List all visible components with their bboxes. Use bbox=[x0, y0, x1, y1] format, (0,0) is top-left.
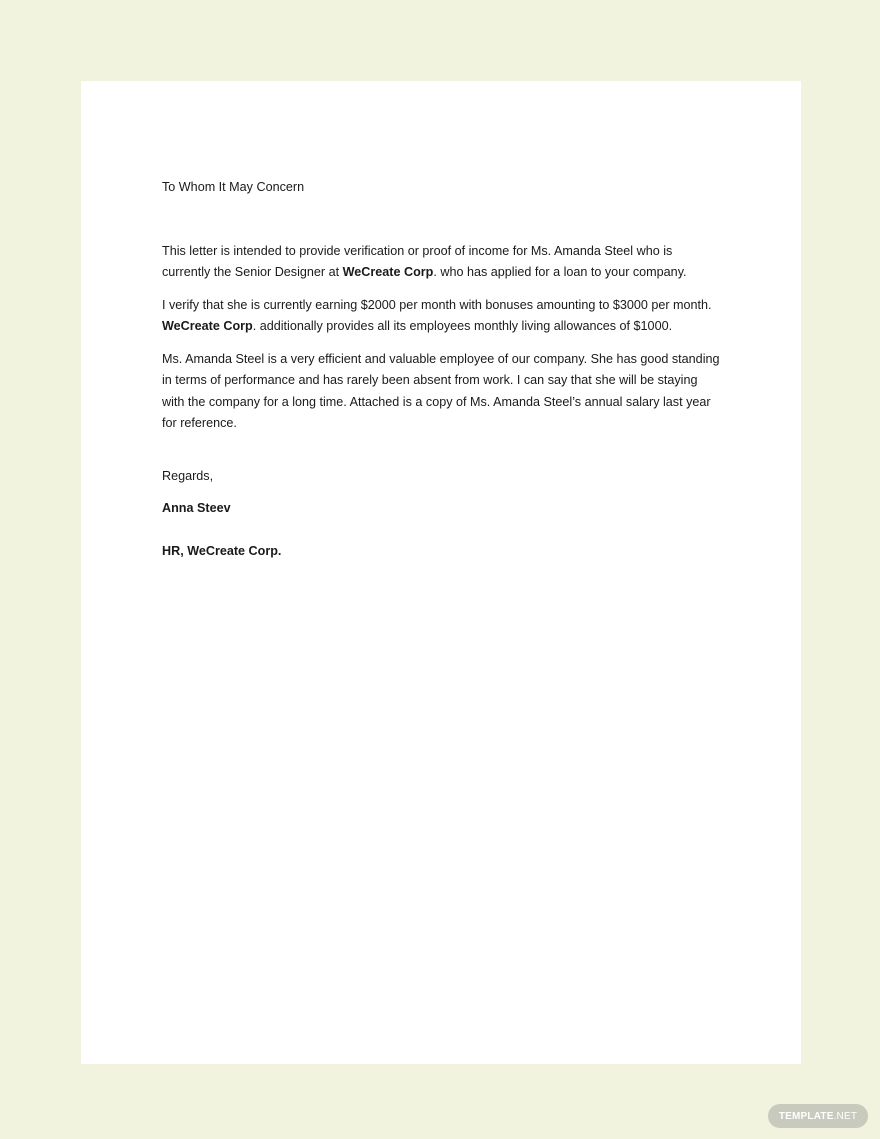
watermark-suffix: .NET bbox=[833, 1110, 858, 1122]
template-net-watermark[interactable] bbox=[768, 1104, 868, 1128]
paragraph-text: . who has applied for a loan to your company. bbox=[433, 265, 687, 279]
paragraph-text: . additionally provides all its employees monthly living allowances of $1000. bbox=[252, 319, 673, 333]
paragraph-verification bbox=[162, 241, 722, 284]
watermark-brand: TEMPLATE bbox=[778, 1110, 834, 1122]
salutation: To Whom It May Concern bbox=[162, 180, 305, 194]
paragraph-performance: Ms. Amanda Steel is a very efficient and valuable employee of our company. She has good standing in terms of performance and has rarely been absent from work. I can say that she will be staying with the company for a long time. Attached is a copy of Ms. Amanda Steel’s annual salary last year for reference. bbox=[162, 351, 720, 430]
paragraph-text: I verify that she is currently earning $2000 per month with bonuses amounting to $3000 per month. bbox=[162, 297, 712, 312]
signer-name: Anna Steev bbox=[162, 501, 231, 515]
paragraph-text: This letter is intended to provide verification or proof of income for Ms. Amanda Steel who is currently the Senior Designer at bbox=[162, 243, 673, 279]
paragraph-income bbox=[162, 295, 722, 338]
company-name: WeCreate Corp bbox=[342, 265, 434, 279]
signer-title: HR, WeCreate Corp. bbox=[162, 543, 282, 558]
closing: Regards, bbox=[162, 468, 214, 483]
company-name: WeCreate Corp bbox=[162, 319, 253, 333]
letter-body bbox=[162, 177, 722, 562]
letter-page bbox=[81, 81, 801, 1064]
